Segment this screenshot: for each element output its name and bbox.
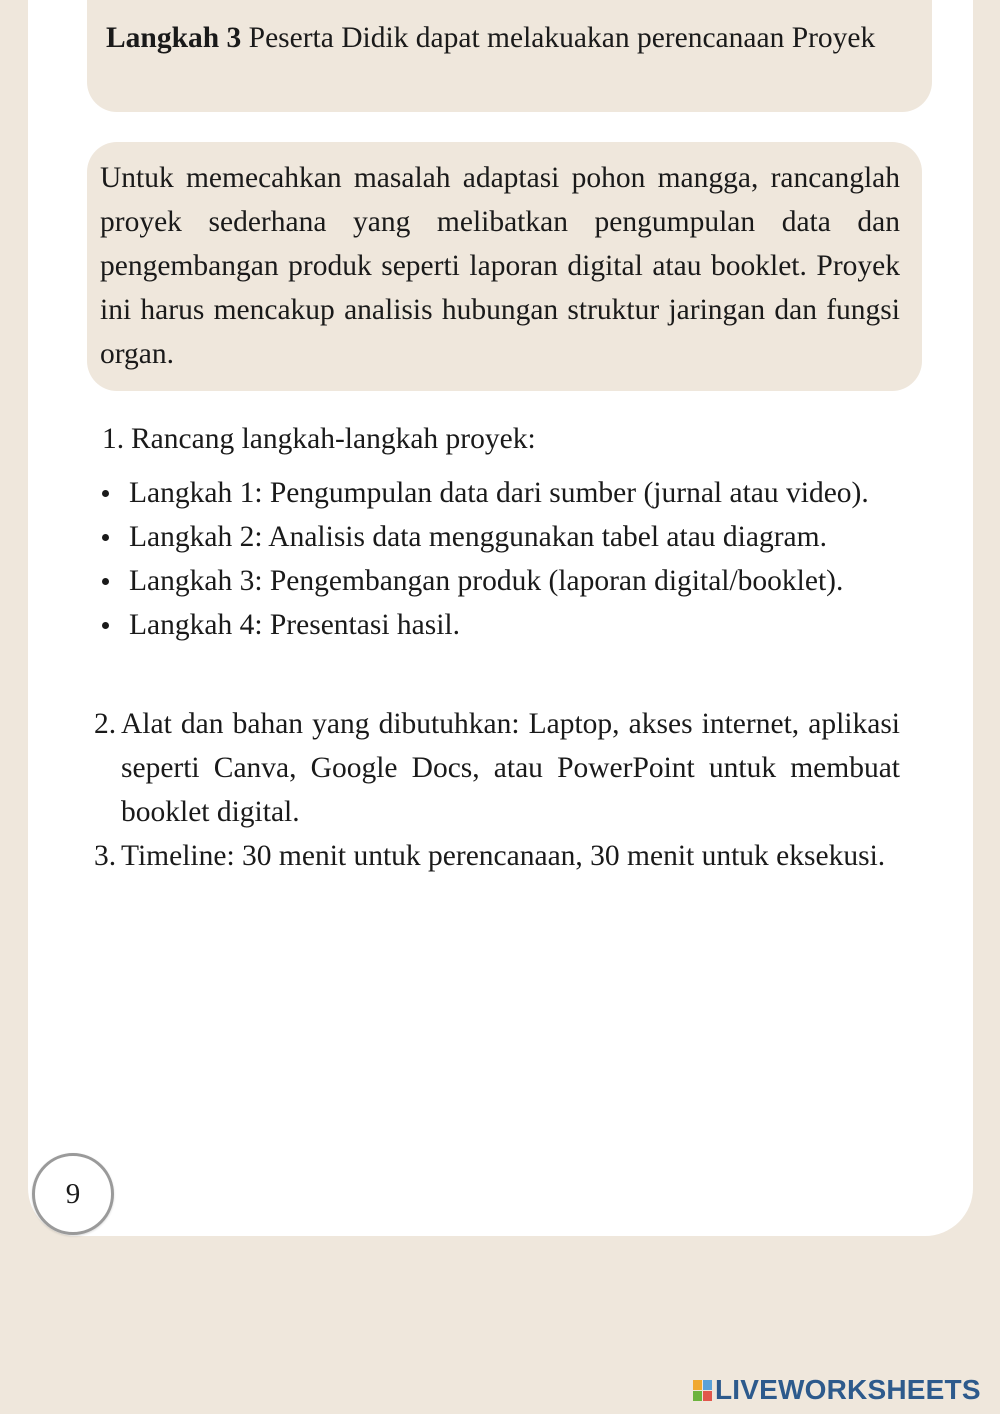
page-number: 9 — [65, 1178, 81, 1210]
bullet-dot-icon — [102, 534, 109, 541]
instruction-box — [87, 142, 922, 391]
liveworksheets-logo-icon — [693, 1380, 712, 1401]
step-header — [87, 0, 932, 112]
bullet-dot-icon — [102, 490, 109, 497]
list-item-number: 1. — [102, 423, 125, 455]
bullet-text: Langkah 1: Pengumpulan data dari sumber (jurnal atau video). — [129, 477, 869, 509]
step-header-text — [106, 16, 906, 60]
numbered-list-part2 — [94, 702, 900, 878]
list-item-text: Timeline: 30 menit untuk perencanaan, 30 menit untuk eksekusi. — [121, 840, 886, 872]
logo-tile — [703, 1391, 712, 1401]
list-item-text: Alat dan bahan yang dibutuhkan: Laptop, akses internet, aplikasi seperti Canva, Google Docs, atau PowerPoint untuk membuat booklet digital. — [121, 708, 900, 828]
bullet-item — [102, 515, 907, 559]
bullet-dot-icon — [102, 622, 109, 629]
bullet-text: Langkah 4: Presentasi hasil. — [129, 609, 460, 641]
numbered-list-part1 — [102, 417, 907, 461]
step-description: Peserta Didik dapat melakuakan perencanaan Proyek — [248, 22, 876, 54]
logo-tile — [703, 1380, 712, 1390]
logo-text: LIVEWORKSHEETS — [715, 1374, 981, 1405]
list-item — [102, 417, 907, 461]
logo-tile — [693, 1391, 702, 1401]
step-label: Langkah 3 — [106, 22, 242, 54]
instruction-text: Untuk memecahkan masalah adaptasi pohon mangga, rancanglah proyek sederhana yang melibatkan pengumpulan data dan pengembangan produk seperti laporan digital atau booklet. Proyek ini harus mencakup analisis hubungan struktur jaringan dan fungsi organ. — [100, 162, 900, 370]
page-number-badge — [32, 1153, 114, 1235]
list-item — [94, 834, 900, 878]
step-bullet-list — [102, 471, 907, 647]
bullet-item — [102, 471, 907, 515]
liveworksheets-logo[interactable] — [693, 1374, 981, 1406]
list-item — [94, 702, 900, 834]
bullet-dot-icon — [102, 578, 109, 585]
logo-tile — [693, 1380, 702, 1390]
bullet-item — [102, 559, 907, 603]
bullet-text: Langkah 3: Pengembangan produk (laporan digital/booklet). — [129, 565, 844, 597]
list-item-text: Rancang langkah-langkah proyek: — [131, 423, 536, 455]
list-item-number: 3. — [94, 840, 117, 872]
list-item-number: 2. — [94, 708, 117, 740]
bullet-text: Langkah 2: Analisis data menggunakan tabel atau diagram. — [129, 521, 827, 553]
bullet-item — [102, 603, 907, 647]
